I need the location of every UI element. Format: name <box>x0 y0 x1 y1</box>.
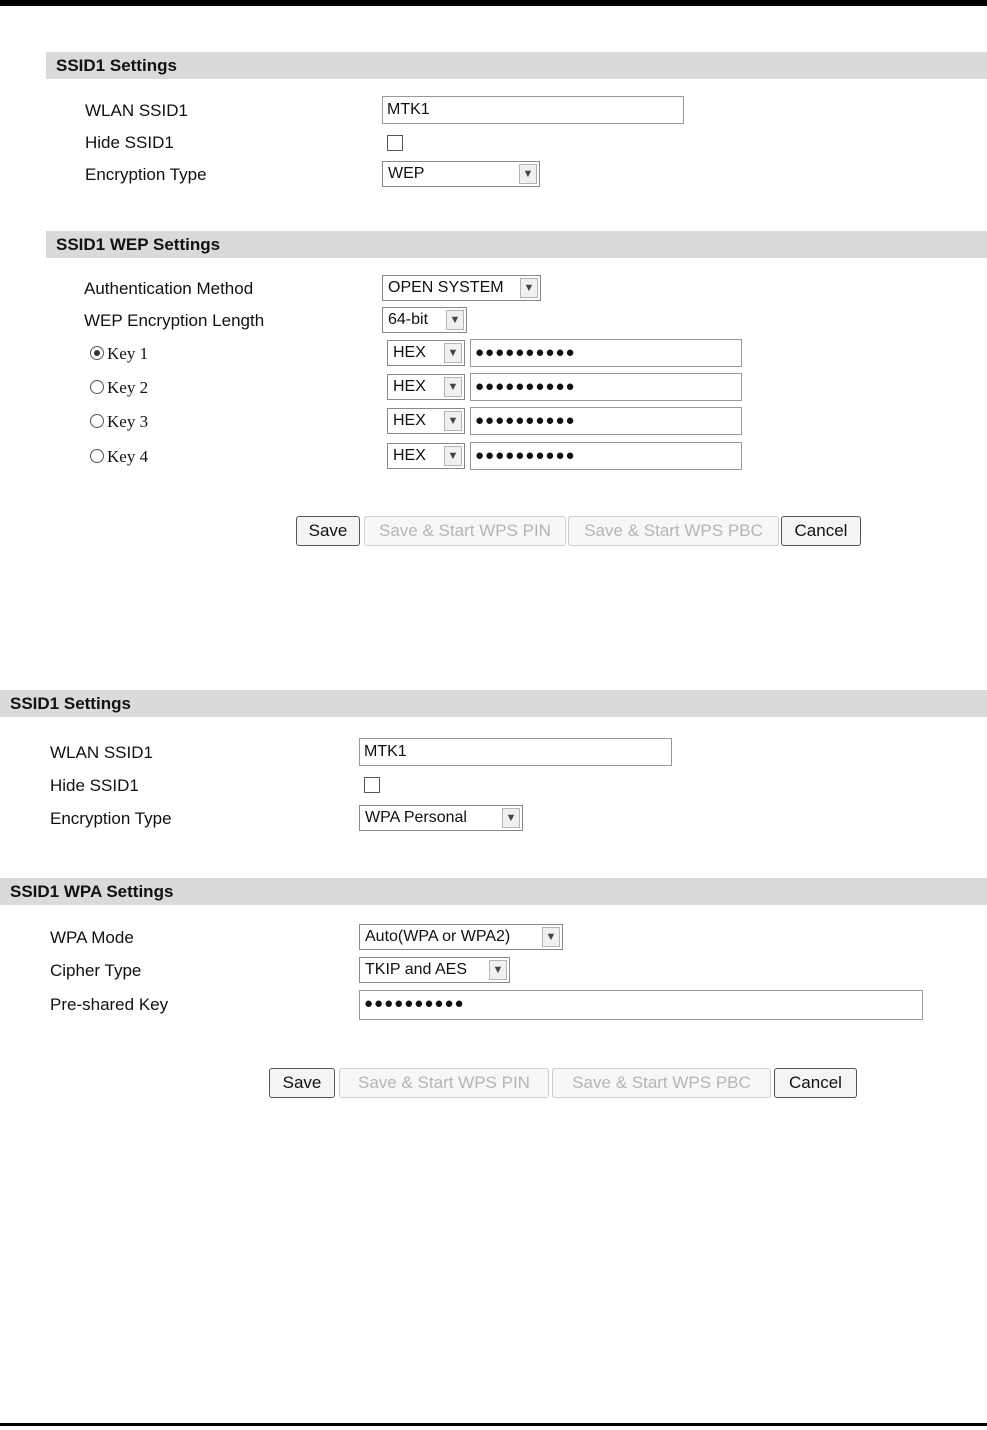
wpa-mode-label: WPA Mode <box>50 928 134 947</box>
encryption-type-label: Encryption Type <box>85 165 207 184</box>
key-1-format-select[interactable] <box>387 340 465 366</box>
chevron-down-icon: ▼ <box>502 808 520 828</box>
radio-checked-icon[interactable] <box>90 346 104 360</box>
wlan-ssid-label: WLAN SSID1 <box>50 743 153 762</box>
key-4-format-select[interactable] <box>387 443 465 469</box>
radio-unchecked-icon[interactable] <box>90 449 104 463</box>
chevron-down-icon: ▼ <box>444 446 462 466</box>
wep-length-select[interactable] <box>382 307 467 333</box>
wep-length-label: WEP Encryption Length <box>84 311 265 330</box>
cipher-type-label: Cipher Type <box>50 961 142 980</box>
key-2-input[interactable]: ●●●●●●●●●● <box>470 373 742 401</box>
encryption-type-value: WEP <box>388 165 425 182</box>
encryption-type-select[interactable] <box>382 161 540 187</box>
save-start-wps-pin-button[interactable]: Save & Start WPS PIN <box>339 1068 549 1098</box>
wpa-mode-value: Auto(WPA or WPA2) <box>365 928 511 945</box>
page-top-rule <box>0 0 987 6</box>
wep-length-value: 64-bit <box>388 311 429 328</box>
save-button[interactable]: Save <box>269 1068 335 1098</box>
chevron-down-icon: ▼ <box>446 310 464 330</box>
key-2-format-value: HEX <box>393 378 426 395</box>
wpa-mode-select[interactable] <box>359 924 563 950</box>
cipher-type-select[interactable] <box>359 957 510 983</box>
wlan-ssid-input[interactable]: MTK1 <box>382 96 684 124</box>
key-2-radio-row[interactable] <box>90 378 148 398</box>
chevron-down-icon: ▼ <box>489 960 507 980</box>
hide-ssid-checkbox[interactable] <box>364 777 380 793</box>
encryption-type-value: WPA Personal <box>365 809 467 826</box>
chevron-down-icon: ▼ <box>444 343 462 363</box>
chevron-down-icon: ▼ <box>444 377 462 397</box>
cancel-button[interactable]: Cancel <box>781 516 861 546</box>
chevron-down-icon: ▼ <box>542 927 560 947</box>
save-button[interactable]: Save <box>296 516 360 546</box>
key-1-radio-row[interactable] <box>90 344 148 364</box>
chevron-down-icon: ▼ <box>519 164 537 184</box>
key-4-format-value: HEX <box>393 447 426 464</box>
wpa-settings-panel <box>0 690 987 1110</box>
cancel-button[interactable]: Cancel <box>774 1068 857 1098</box>
section-header-ssid-settings: SSID1 Settings <box>0 690 987 717</box>
key-1-format-value: HEX <box>393 344 426 361</box>
pre-shared-key-label: Pre-shared Key <box>50 995 169 1014</box>
encryption-type-label: Encryption Type <box>50 809 172 828</box>
key-4-input[interactable]: ●●●●●●●●●● <box>470 442 742 470</box>
wlan-ssid-label: WLAN SSID1 <box>85 101 188 120</box>
chevron-down-icon: ▼ <box>444 411 462 431</box>
section-header-ssid-settings: SSID1 Settings <box>46 52 987 79</box>
section-header-wpa-settings: SSID1 WPA Settings <box>0 878 987 905</box>
key-3-radio-row[interactable] <box>90 412 148 432</box>
key-2-format-select[interactable] <box>387 374 465 400</box>
save-start-wps-pin-button[interactable]: Save & Start WPS PIN <box>364 516 566 546</box>
save-start-wps-pbc-button[interactable]: Save & Start WPS PBC <box>552 1068 771 1098</box>
key-3-input[interactable]: ●●●●●●●●●● <box>470 407 742 435</box>
authentication-method-label: Authentication Method <box>84 279 254 298</box>
wlan-ssid-input[interactable]: MTK1 <box>359 738 672 766</box>
section-header-wep-settings: SSID1 WEP Settings <box>46 231 987 258</box>
key-1-input[interactable]: ●●●●●●●●●● <box>470 339 742 367</box>
key-3-format-value: HEX <box>393 412 426 429</box>
hide-ssid-checkbox[interactable] <box>387 135 403 151</box>
key-3-label: Key 3 <box>107 412 149 431</box>
key-1-label: Key 1 <box>107 344 149 363</box>
save-start-wps-pbc-button[interactable]: Save & Start WPS PBC <box>568 516 779 546</box>
key-2-label: Key 2 <box>107 378 149 397</box>
cipher-type-value: TKIP and AES <box>365 961 467 978</box>
key-4-label: Key 4 <box>107 447 149 466</box>
key-3-format-select[interactable] <box>387 408 465 434</box>
wep-settings-panel <box>46 46 987 566</box>
authentication-method-value: OPEN SYSTEM <box>388 279 504 296</box>
hide-ssid-label: Hide SSID1 <box>85 133 174 152</box>
key-4-radio-row[interactable] <box>90 447 148 467</box>
hide-ssid-label: Hide SSID1 <box>50 776 139 795</box>
pre-shared-key-input[interactable]: ●●●●●●●●●● <box>359 990 923 1020</box>
radio-unchecked-icon[interactable] <box>90 380 104 394</box>
radio-unchecked-icon[interactable] <box>90 414 104 428</box>
encryption-type-select[interactable] <box>359 805 523 831</box>
authentication-method-select[interactable] <box>382 275 541 301</box>
page-bottom-rule <box>0 1423 987 1426</box>
chevron-down-icon: ▼ <box>520 278 538 298</box>
